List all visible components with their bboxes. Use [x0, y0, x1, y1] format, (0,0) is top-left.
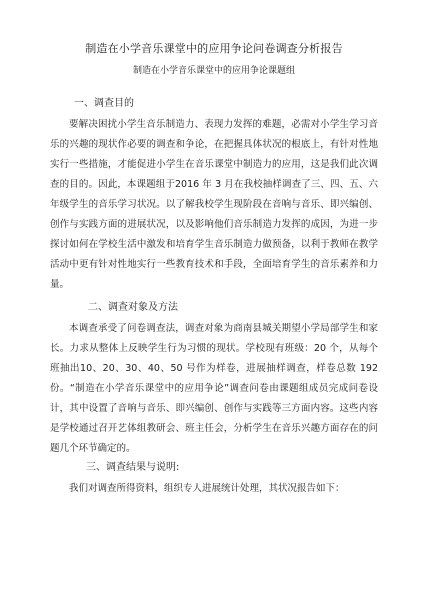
section-paragraph-purpose: 要解决困扰小学生音乐制造力、表现力发挥的难题，必需对小学生学习音乐的兴趣的现状作必要的调查和争论，在把握具体状况的根底上，有针对性地实行一些措施，才能促进小学生在音乐课堂中制造力的应用，这是我们此次调查的目的。因此，本课题组于2016 年 3 月在我校抽样调查了三、四、五、六年级学生的音乐学习状况。以了解我校学生现阶段在音响与音乐、即兴编创、创作与实践方面的进展状况，以及影响他们音乐制造力发挥的成因，为进一步探讨如何在学校生活中激发和培育学生音乐制造力做预备，以利于教师在教学活动中更有针对性地实行一些教育技术和手段，全面培育学生的音乐素养和力量。	[50, 119, 378, 290]
section-paragraph-results: 我们对调查所得资料，组织专人进展统计处理，其状况报告如下：	[69, 483, 345, 494]
section-heading-results: 三、调查结果与说明:	[86, 462, 180, 473]
report-title: 制造在小学音乐课堂中的应用争论问卷调查分析报告	[85, 42, 343, 55]
report-subtitle: 制造在小学音乐课堂中的应用争论课题组	[132, 66, 295, 76]
section-paragraph-method: 本调查承受了问卷调查法，调查对象为商南县城关期望小学局部学生和家长。力求从整体上反映学生行为习惯的现状。学校现有班级：20 个，从每个班抽出10、20、30、40、50 号作为样卷，进展抽样调查，样卷总数 192 份。“制造在小学音乐课堂中的应用争论”调查问卷由课题组成员完成问卷设计，其中设置了音响与音乐、即兴编创、创作与实践等三方面内容。这些内容是学校通过召开艺体组教研会、班主任会，分析学生在音乐兴趣方面存在的问题几个环节确定的。	[50, 323, 378, 454]
section-heading-method: 二、调查对象及方法	[88, 302, 178, 313]
section-heading-purpose: 一、调查目的	[74, 98, 134, 109]
